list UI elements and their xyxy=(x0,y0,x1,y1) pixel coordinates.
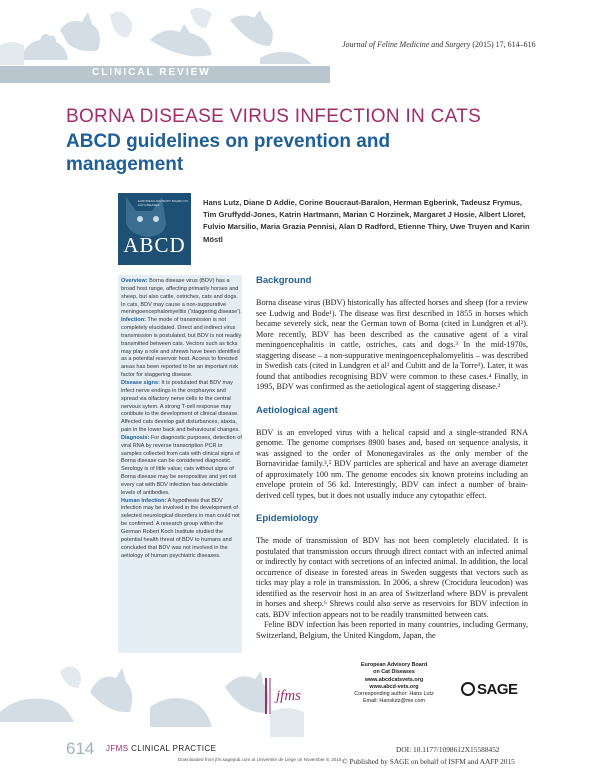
abcd-logo-small-text: EUROPEAN ADVISORY BOARD ON CAT DISEASES xyxy=(138,199,188,207)
epidemiology-paragraph-2: Feline BDV infection has been reported in many countries, including Germany, Switzerland, Belgium, the United Kingdom, Japan, the xyxy=(256,620,528,640)
overview-label: Overview: xyxy=(121,278,148,284)
clinical-review-label: CLINICAL REVIEW xyxy=(92,67,211,78)
journal-name: Journal of Feline Medicine and Surgery xyxy=(342,40,471,49)
diagnosis-label: Diagnosis: xyxy=(121,434,150,441)
doi: DOI: 10.1177/1098612X15588452 xyxy=(396,745,500,754)
journal-section: CLINICAL PRACTICE xyxy=(131,744,217,753)
overview-text: Borna disease virus (BDV) has a broad host range, affecting primarily horses and sheep, but also cattle, ostriches, cats and dogs. In cats, BDV may cause a non-suppurative meningoencephalomyelitis ('staggering disease'). xyxy=(121,278,242,316)
corresponding-email: Email: Hanslutz@me.com xyxy=(362,698,426,705)
summary-human-infection xyxy=(121,498,242,561)
abcd-logo-word: ABCD xyxy=(123,233,186,257)
epidemiology-heading: Epidemiology xyxy=(256,513,319,524)
summary-overview xyxy=(121,278,242,317)
infection-text: The mode of transmission is not completely elucidated. Direct and indirect virus transmission is postulated, but BDV is not readily transmitted between cats. Vectors such as ticks may play a role and shrews have been identified as a potential reservoir host. Access to forested areas has been reported to be an important risk factor for staggering disease. xyxy=(121,317,242,379)
human-infection-label: Human infection: xyxy=(121,497,167,504)
disease-signs-label: Disease signs: xyxy=(121,379,160,386)
eab-website-2: www.abcd-vets.org xyxy=(369,683,419,690)
background-heading: Background xyxy=(256,275,312,286)
sage-circle-icon xyxy=(461,682,475,696)
disease-signs-text: It is postulated that BDV may infect nerve endings in the oropharynx and spread via olfactory nerve cells to the central nervous sytem. A strong T-cell response may contibute to the development of clinical disease. Affected cats develop gait disturbances, ataxia, pain in the lower back and behavioural changes. xyxy=(121,379,240,434)
summary-text xyxy=(121,278,242,560)
infection-label: Infection: xyxy=(121,317,146,324)
article-title-main: BORNA DISEASE VIRUS INFECTION IN CATS xyxy=(66,106,482,127)
human-infection-text: A hypothesis that BDV infection may be involved in the development of selected neurological disorders in man could not be confirmed. A research group within the German Robert Koch Institute studied the potential health threat of BDV to humans and concluded that BDV was not involved in the aetiology of human psychiatric diseases. xyxy=(121,497,240,559)
diagnosis-text: For diagnostic purposes, detection of viral RNA by reverse transcription PCR in samples collected from cats with clinical signs of Borna disease can be considered diagnostic. Serology is of little value; cats without signs of Borna disease may be seropositive and yet not every cat with BDV infection has detectable levels of antibodies. xyxy=(121,434,242,496)
journal-abbrev: JFMS xyxy=(106,744,129,753)
eab-contact-block xyxy=(330,662,458,706)
jfms-logo-text: jfms xyxy=(276,688,302,704)
download-notice: Downloaded from jfm.sagepub.com at Université de Liège on November 8, 2015 xyxy=(178,757,342,762)
journal-footer-label xyxy=(106,744,216,753)
background-paragraph: Borna disease virus (BDV) historically has affected horses and sheep (for a review see Ludwig and Bode¹). The disease was first described in 1855 in horses which became severely sick, near the German town of Borna (cited in Lundgren et al²). More recently, BDV has been described as the causative agent of a viral meningoencephalitis in cattle, ostriches, cats and dogs.³ In the mid-1970s, staggering disease – a non-suppurative meningoencephalomyelitis – was described in Swedish cats (cited in Lundgren et al² and Cubitt and de la Torre³). Later, it was found that antibodies recognising BDV were common to these cases.⁴ Finally, in 1995, BDV was confirmed as the aetiological agent of staggering disease.² xyxy=(256,298,528,391)
journal-details: (2015) 17, 614–616 xyxy=(472,40,536,49)
journal-citation xyxy=(342,40,587,49)
summary-infection xyxy=(121,317,242,380)
eab-line-1: European Advisory Board xyxy=(360,662,428,668)
summary-disease-signs xyxy=(121,380,242,435)
isfm-logo xyxy=(262,676,308,716)
published-notice: © Published by SAGE on behalf of ISFM and AAFP 2015 xyxy=(342,757,515,766)
abcd-logo xyxy=(118,193,191,265)
article-title-subtitle: ABCD guidelines on prevention and management xyxy=(66,131,391,175)
author-list: Hans Lutz, Diane D Addie, Corine Boucraut-Baralon, Herman Egberink, Tadeusz Frymus, Tim Gruffydd-Jones, Katrin Hartmann, Marian C Horzinek, Margaret J Hosie, Albert Lloret, Fulvio Marsilio, Maria Grazia Pennisi, Alan D Radford, Etienne Thiry, Uwe Truyen and Karin Möstl xyxy=(203,198,530,244)
eab-line-2: on Cat Diseases xyxy=(373,669,415,676)
article-body xyxy=(256,274,528,641)
sage-logo xyxy=(461,681,518,698)
corresponding-author: Corresponding author: Hans Lutz xyxy=(354,691,434,698)
summary-diagnosis xyxy=(121,435,242,498)
page-number: 614 xyxy=(66,739,95,758)
aetiological-paragraph: BDV is an enveloped virus with a helical capsid and a single-stranded RNA genome. The genome comprises 8900 bases and, based on sequence analysis, it was assigned to the order of Mononegavirales as the only member of the Bornaviridae family.³,⁵ BDV particles are spherical and have an average diameter of approximately 100 nm. The genome encodes six known proteins including an envelope protein of 56 kd. Interestingly, BDV can infect a number of brain-derived cell types, but it does not usually induce any cytopathic effect. xyxy=(256,427,528,500)
aetiological-heading: Aetiological agent xyxy=(256,404,338,416)
epidemiology-paragraph-1: The mode of transmission of BDV has not been completely elucidated. It is postulated that transmission occurs through direct contact with an infected animal or indirectly by contact with secretions of an infected animal. In addition, the local occurrence of disease in forested areas in Sweden suggests that vectors such as ticks may play a role in transmission. In 2006, a shrew (Crocidura leucodon) was identified as the reservoir host in an area of Switzerland where BDV is prevalent in horses and sheep.⁶ Shrews could also serve as reservoirs for BDV infection in cats. BDV infection appears not to be readily transmitted between cats. xyxy=(256,536,528,619)
eab-website-1: www.abcdcatsvets.org xyxy=(364,676,424,683)
sage-logo-text: SAGE xyxy=(477,681,518,698)
